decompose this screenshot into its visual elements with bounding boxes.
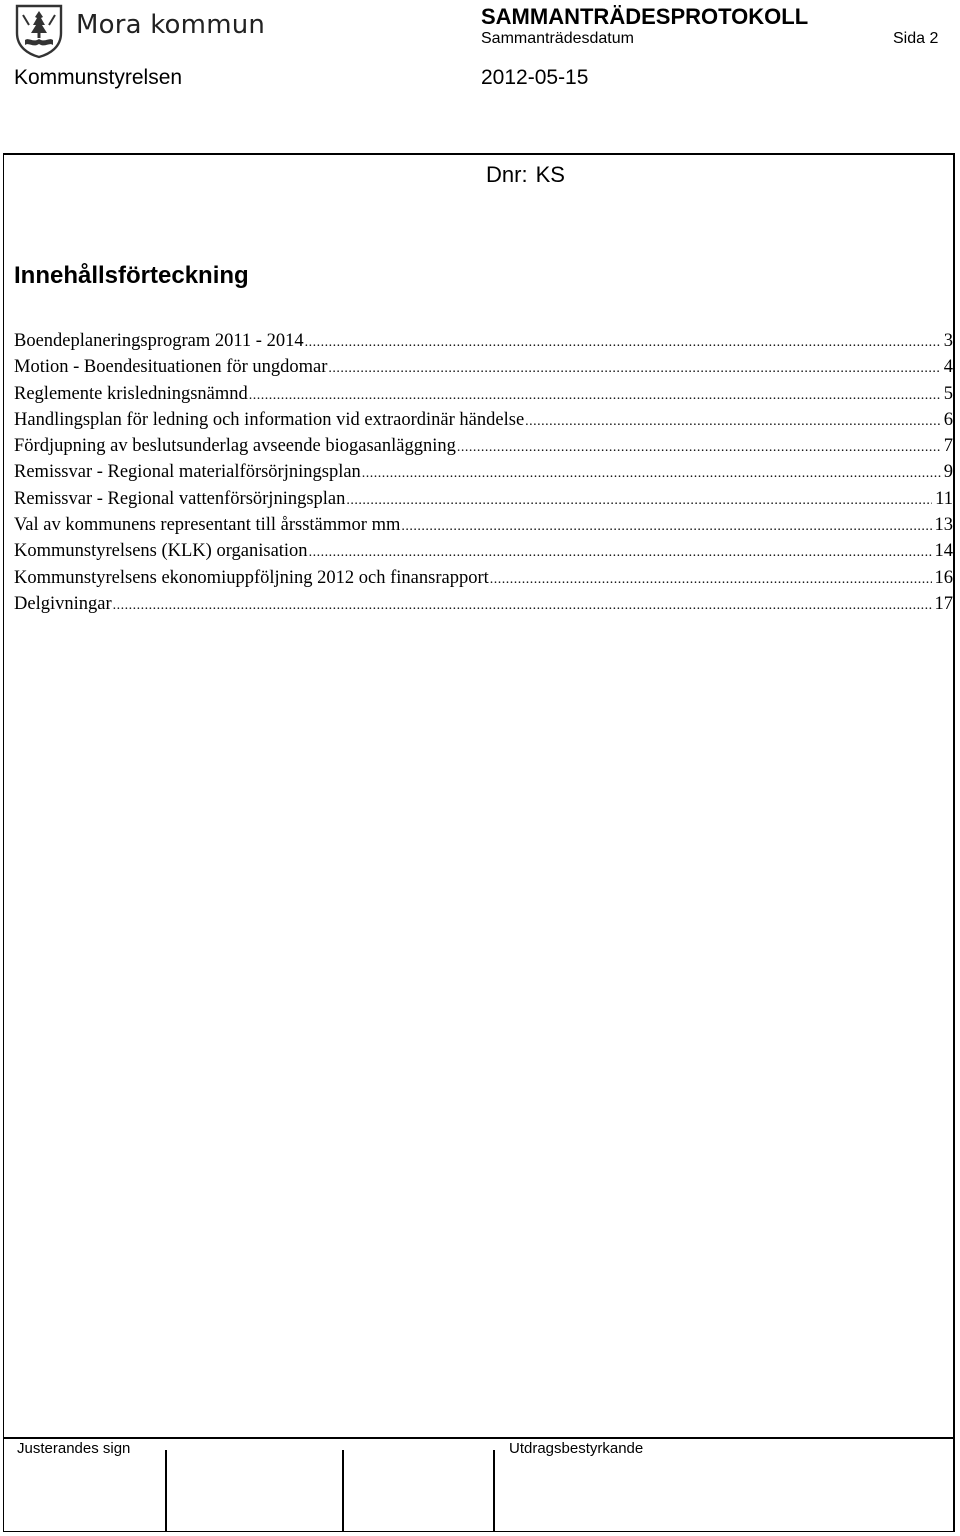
toc-entry[interactable] (14, 459, 953, 485)
table-of-contents (14, 328, 953, 617)
toc-entry-title: Handlingsplan för ledning och information vid extraordinär händelse (14, 409, 525, 430)
toc-dot-leader (346, 488, 932, 514)
document-title: SAMMANTRÄDESPROTOKOLL (481, 4, 809, 29)
toc-entry-page: 16 (934, 567, 953, 588)
page-number: Sida 2 (893, 30, 939, 47)
toc-entry-title: Remissvar - Regional materialförsörjningsplan (14, 462, 361, 483)
toc-entry-title: Kommunstyrelsens ekonomiuppföljning 2012 och finansrapport (14, 567, 489, 588)
toc-entry-title: Reglemente krisledningsnämnd (14, 383, 248, 404)
toc-entry-page: 4 (943, 357, 953, 378)
toc-entry-title: Motion - Boendesituationen för ungdomar (14, 357, 328, 378)
meeting-date-label: Sammanträdesdatum (481, 30, 634, 47)
toc-entry-page: 13 (934, 515, 953, 536)
toc-entry-title: Kommunstyrelsens (KLK) organisation (14, 541, 308, 562)
dnr-label: Dnr: (486, 162, 528, 187)
dnr-value: KS (535, 162, 565, 187)
toc-dot-leader (490, 567, 932, 593)
toc-entry-page: 5 (943, 383, 953, 404)
toc-entry[interactable] (14, 354, 953, 380)
toc-entry[interactable] (14, 328, 953, 354)
toc-dot-leader (309, 540, 932, 566)
toc-entry-page: 6 (943, 409, 953, 430)
toc-entry[interactable] (14, 565, 953, 591)
organization-name: Kommunstyrelsen (14, 66, 183, 89)
toc-entry-page: 7 (943, 436, 953, 457)
toc-entry[interactable] (14, 591, 953, 617)
toc-entry-page: 17 (934, 593, 953, 614)
municipal-coat-of-arms-logo (14, 3, 64, 59)
toc-entry-page: 3 (943, 331, 953, 351)
toc-dot-leader (525, 409, 941, 435)
toc-entry-title: Val av kommunens representant till årsstämmor mm (14, 515, 401, 536)
signature-divider (342, 1450, 344, 1532)
toc-entry-title: Delgivningar (14, 593, 112, 614)
toc-entry[interactable] (14, 486, 953, 512)
toc-entry[interactable] (14, 407, 953, 433)
toc-entry-title: Remissvar - Regional vattenförsörjningsplan (14, 488, 346, 509)
toc-dot-leader (362, 461, 941, 487)
toc-entry-page: 14 (934, 541, 953, 562)
toc-dot-leader (401, 514, 931, 540)
brand-name: Mora kommun (76, 10, 266, 40)
toc-entry-title: Boendeplaneringsprogram 2011 - 2014 (14, 331, 304, 351)
toc-heading: Innehållsförteckning (14, 262, 249, 289)
toc-dot-leader (305, 330, 941, 356)
toc-entry[interactable] (14, 538, 953, 564)
utdragsbestyrkande-label: Utdragsbestyrkande (509, 1440, 644, 1457)
toc-entry[interactable] (14, 433, 953, 459)
toc-dot-leader (113, 593, 932, 619)
signature-divider (165, 1450, 167, 1532)
toc-entry-title: Fördjupning av beslutsunderlag avseende biogasanläggning (14, 436, 456, 457)
footer-divider (3, 1437, 955, 1439)
justerandes-sign-label: Justerandes sign (17, 1440, 131, 1457)
toc-entry[interactable] (14, 381, 953, 407)
signature-divider (493, 1450, 495, 1532)
toc-entry[interactable] (14, 512, 953, 538)
dnr-field (486, 162, 565, 188)
meeting-date: 2012-05-15 (481, 66, 589, 89)
toc-dot-leader (457, 435, 941, 461)
toc-dot-leader (249, 383, 941, 409)
toc-entry-page: 9 (943, 462, 953, 483)
toc-dot-leader (328, 356, 940, 382)
toc-entry-page: 11 (935, 488, 953, 509)
